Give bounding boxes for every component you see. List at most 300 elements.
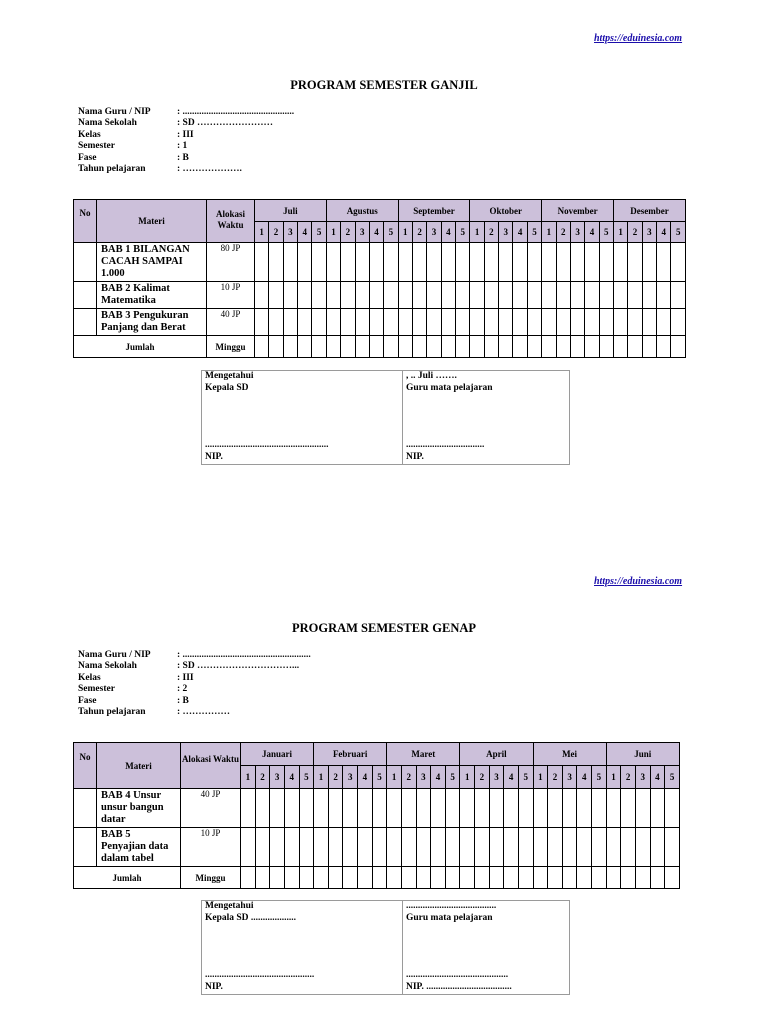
week-cell	[355, 243, 369, 282]
week-cell	[556, 282, 570, 309]
week-cell	[513, 243, 527, 282]
week-number: 3	[499, 222, 513, 243]
week-cell	[401, 867, 416, 889]
week-cell	[518, 867, 533, 889]
week-cell	[328, 789, 343, 828]
week-cell	[527, 243, 541, 282]
minggu-label: Minggu	[207, 336, 255, 358]
week-number: 5	[592, 766, 607, 789]
week-cell	[475, 789, 490, 828]
week-cell	[269, 243, 283, 282]
month-header: Desember	[613, 200, 685, 222]
week-number: 3	[427, 222, 441, 243]
week-cell	[621, 867, 636, 889]
cell-no	[74, 282, 97, 309]
week-cell	[533, 789, 548, 828]
week-cell	[570, 243, 584, 282]
week-cell	[642, 243, 656, 282]
week-number: 2	[484, 222, 498, 243]
week-cell	[398, 309, 412, 336]
week-cell	[387, 828, 402, 867]
week-cell	[513, 309, 527, 336]
week-number: 4	[431, 766, 446, 789]
week-cell	[355, 336, 369, 358]
week-cell	[369, 336, 383, 358]
week-cell	[527, 309, 541, 336]
signature-box-genap	[201, 900, 570, 995]
week-number: 2	[621, 766, 636, 789]
month-header: September	[398, 200, 470, 222]
materi-bab-5: BAB 5 Penyajian data dalam tabel	[97, 828, 181, 867]
week-cell	[484, 243, 498, 282]
week-cell	[299, 789, 314, 828]
week-cell	[484, 309, 498, 336]
week-number: 2	[341, 222, 355, 243]
week-cell	[470, 243, 484, 282]
week-cell	[387, 867, 402, 889]
week-number: 2	[628, 222, 642, 243]
week-cell	[548, 789, 563, 828]
week-number: 1	[387, 766, 402, 789]
month-header: Juni	[606, 743, 679, 766]
week-number: 5	[445, 766, 460, 789]
week-cell	[606, 828, 621, 867]
week-cell	[665, 789, 680, 828]
week-number: 1	[470, 222, 484, 243]
week-cell	[470, 309, 484, 336]
week-cell	[585, 336, 599, 358]
week-number: 3	[489, 766, 504, 789]
week-cell	[642, 309, 656, 336]
week-cell	[475, 867, 490, 889]
signature-kepala-sekolah: Mengetahui Kepala SD .................................................... NIP.	[205, 371, 329, 462]
week-cell	[456, 243, 470, 282]
page-title-genap: PROGRAM SEMESTER GENAP	[291, 621, 477, 635]
week-cell	[650, 867, 665, 889]
week-cell	[445, 828, 460, 867]
week-cell	[556, 336, 570, 358]
week-cell	[489, 789, 504, 828]
week-number: 2	[412, 222, 426, 243]
waktu-bab-3: 40 JP	[207, 309, 255, 336]
week-cell	[284, 828, 299, 867]
source-link[interactable]: https://eduinesia.com	[594, 33, 683, 44]
week-number: 1	[241, 766, 256, 789]
week-cell	[255, 282, 269, 309]
week-cell	[283, 282, 297, 309]
week-cell	[384, 282, 398, 309]
week-number: 3	[416, 766, 431, 789]
week-number: 3	[270, 766, 285, 789]
week-cell	[298, 336, 312, 358]
week-cell	[298, 243, 312, 282]
week-cell	[499, 336, 513, 358]
week-cell	[372, 828, 387, 867]
week-cell	[635, 867, 650, 889]
week-cell	[445, 867, 460, 889]
jumlah-label: Jumlah	[74, 867, 181, 889]
week-cell	[527, 336, 541, 358]
week-cell	[255, 867, 270, 889]
week-cell	[255, 828, 270, 867]
week-cell	[270, 867, 285, 889]
week-cell	[384, 336, 398, 358]
week-cell	[599, 309, 613, 336]
materi-bab-1: BAB 1 BILANGAN CACAH SAMPAI 1.000	[97, 243, 207, 282]
week-cell	[657, 309, 671, 336]
week-number: 3	[562, 766, 577, 789]
week-cell	[255, 243, 269, 282]
week-cell	[269, 282, 283, 309]
month-header: Maret	[387, 743, 460, 766]
week-cell	[542, 243, 556, 282]
week-cell	[312, 336, 326, 358]
week-number: 4	[298, 222, 312, 243]
week-number: 4	[585, 222, 599, 243]
week-cell	[326, 309, 340, 336]
week-cell	[470, 282, 484, 309]
week-cell	[577, 867, 592, 889]
week-number: 5	[299, 766, 314, 789]
week-cell	[284, 789, 299, 828]
week-cell	[533, 867, 548, 889]
week-cell	[416, 789, 431, 828]
week-cell	[484, 282, 498, 309]
week-cell	[343, 789, 358, 828]
week-cell	[518, 789, 533, 828]
month-header: Februari	[314, 743, 387, 766]
week-number: 3	[355, 222, 369, 243]
week-cell	[412, 309, 426, 336]
week-cell	[314, 828, 329, 867]
week-cell	[255, 336, 269, 358]
header-alokasi-waktu: Alokasi Waktu	[207, 200, 255, 243]
materi-bab-4: BAB 4 Unsur unsur bangun datar	[97, 789, 181, 828]
week-cell	[470, 336, 484, 358]
week-number: 5	[384, 222, 398, 243]
week-cell	[384, 243, 398, 282]
week-number: 4	[650, 766, 665, 789]
header-no: No	[74, 743, 97, 789]
materi-bab-2: BAB 2 Kalimat Matematika	[97, 282, 207, 309]
waktu-bab-1: 80 JP	[207, 243, 255, 282]
month-header: November	[542, 200, 614, 222]
week-number: 1	[398, 222, 412, 243]
week-cell	[441, 282, 455, 309]
week-cell	[445, 789, 460, 828]
week-number: 3	[635, 766, 650, 789]
week-number: 5	[665, 766, 680, 789]
week-number: 3	[642, 222, 656, 243]
week-cell	[504, 828, 519, 867]
week-cell	[665, 867, 680, 889]
week-cell	[577, 828, 592, 867]
week-number: 1	[533, 766, 548, 789]
week-cell	[592, 828, 607, 867]
info-row-semester: Semester : 1	[78, 141, 188, 152]
week-number: 4	[369, 222, 383, 243]
week-cell	[599, 282, 613, 309]
week-cell	[355, 282, 369, 309]
week-cell	[570, 309, 584, 336]
header-materi: Materi	[97, 743, 181, 789]
week-cell	[299, 867, 314, 889]
week-cell	[372, 789, 387, 828]
week-cell	[398, 282, 412, 309]
week-cell	[460, 789, 475, 828]
info-block-genap	[78, 650, 311, 718]
week-cell	[657, 282, 671, 309]
header-no: No	[74, 200, 97, 243]
cell-no	[74, 309, 97, 336]
week-cell	[671, 336, 686, 358]
week-cell	[456, 309, 470, 336]
week-cell	[298, 282, 312, 309]
week-number: 3	[283, 222, 297, 243]
week-number: 1	[460, 766, 475, 789]
week-cell	[255, 309, 269, 336]
week-cell	[570, 336, 584, 358]
page-title-ganjil: PROGRAM SEMESTER GANJIL	[290, 78, 478, 92]
week-cell	[387, 789, 402, 828]
week-cell	[628, 309, 642, 336]
week-cell	[613, 309, 627, 336]
week-cell	[312, 243, 326, 282]
week-number: 3	[570, 222, 584, 243]
week-cell	[355, 309, 369, 336]
week-cell	[283, 309, 297, 336]
week-cell	[412, 282, 426, 309]
week-cell	[484, 336, 498, 358]
week-cell	[556, 309, 570, 336]
week-cell	[358, 867, 373, 889]
week-cell	[441, 336, 455, 358]
waktu-bab-4: 40 JP	[181, 789, 241, 828]
cell-no	[74, 828, 97, 867]
week-cell	[475, 828, 490, 867]
week-cell	[270, 828, 285, 867]
header-materi: Materi	[97, 200, 207, 243]
week-cell	[328, 867, 343, 889]
info-row-nama-guru: Nama Guru / NIP : ......................................................	[78, 650, 311, 660]
week-cell	[599, 336, 613, 358]
week-cell	[613, 282, 627, 309]
week-number: 3	[343, 766, 358, 789]
week-cell	[606, 789, 621, 828]
week-cell	[642, 336, 656, 358]
week-cell	[548, 828, 563, 867]
info-row-kelas: Kelas : III	[78, 672, 194, 683]
week-cell	[518, 828, 533, 867]
week-cell	[533, 828, 548, 867]
week-number: 5	[372, 766, 387, 789]
materi-bab-3: BAB 3 Pengukuran Panjang dan Berat	[97, 309, 207, 336]
week-cell	[456, 282, 470, 309]
week-cell	[398, 336, 412, 358]
week-cell	[369, 243, 383, 282]
week-cell	[431, 828, 446, 867]
week-cell	[284, 867, 299, 889]
week-cell	[504, 867, 519, 889]
week-cell	[343, 867, 358, 889]
week-cell	[585, 243, 599, 282]
week-cell	[369, 309, 383, 336]
week-cell	[341, 336, 355, 358]
month-header: Agustus	[326, 200, 398, 222]
week-cell	[299, 828, 314, 867]
week-cell	[270, 789, 285, 828]
signature-guru: , .. Juli ……. Guru mata pelajaran ................................. NIP.	[402, 371, 569, 464]
week-number: 2	[255, 766, 270, 789]
month-header: Oktober	[470, 200, 542, 222]
week-cell	[527, 282, 541, 309]
week-number: 2	[556, 222, 570, 243]
week-cell	[326, 282, 340, 309]
info-row-nama-guru: Nama Guru / NIP : ...............................................	[78, 107, 295, 117]
week-cell	[592, 789, 607, 828]
week-number: 4	[657, 222, 671, 243]
waktu-bab-5: 10 JP	[181, 828, 241, 867]
week-cell	[665, 828, 680, 867]
week-cell	[412, 336, 426, 358]
week-number: 2	[328, 766, 343, 789]
week-number: 5	[527, 222, 541, 243]
week-cell	[427, 243, 441, 282]
week-number: 1	[255, 222, 269, 243]
week-number: 2	[401, 766, 416, 789]
week-number: 2	[548, 766, 563, 789]
week-cell	[401, 828, 416, 867]
week-cell	[657, 336, 671, 358]
program-table-ganjil	[73, 199, 686, 358]
week-number: 5	[456, 222, 470, 243]
info-row-kelas: Kelas : III	[78, 129, 194, 140]
week-cell	[427, 336, 441, 358]
source-link[interactable]: https://eduinesia.com	[594, 576, 683, 587]
week-cell	[599, 243, 613, 282]
week-cell	[635, 789, 650, 828]
week-cell	[513, 282, 527, 309]
week-cell	[369, 282, 383, 309]
week-cell	[592, 867, 607, 889]
week-cell	[460, 867, 475, 889]
week-cell	[298, 309, 312, 336]
week-number: 5	[312, 222, 326, 243]
signature-guru: ...................................... Guru mata pelajaran ........................................... NIP. ....................................	[402, 901, 569, 994]
week-cell	[269, 309, 283, 336]
week-cell	[314, 789, 329, 828]
cell-no	[74, 789, 97, 828]
week-cell	[398, 243, 412, 282]
week-cell	[241, 867, 256, 889]
week-number: 1	[613, 222, 627, 243]
week-cell	[341, 243, 355, 282]
week-cell	[326, 336, 340, 358]
week-cell	[628, 336, 642, 358]
week-cell	[562, 828, 577, 867]
info-row-fase: Fase : B	[78, 152, 189, 163]
jumlah-label: Jumlah	[74, 336, 207, 358]
month-header: April	[460, 743, 533, 766]
signature-kepala-sekolah: Mengetahui Kepala SD ................... .............................................. NIP.	[205, 901, 315, 992]
week-cell	[241, 828, 256, 867]
program-table-genap	[73, 742, 680, 889]
signature-box-ganjil	[201, 370, 570, 465]
week-cell	[671, 282, 686, 309]
week-cell	[613, 336, 627, 358]
week-cell	[416, 867, 431, 889]
week-cell	[401, 789, 416, 828]
week-cell	[542, 282, 556, 309]
week-cell	[441, 309, 455, 336]
week-cell	[671, 243, 686, 282]
week-cell	[312, 309, 326, 336]
week-cell	[314, 867, 329, 889]
week-cell	[431, 789, 446, 828]
week-cell	[489, 828, 504, 867]
cell-no	[74, 243, 97, 282]
week-cell	[628, 282, 642, 309]
week-cell	[358, 828, 373, 867]
week-cell	[372, 867, 387, 889]
week-cell	[657, 243, 671, 282]
week-number: 4	[358, 766, 373, 789]
month-header: Juli	[255, 200, 327, 222]
week-cell	[489, 867, 504, 889]
week-cell	[642, 282, 656, 309]
week-number: 2	[269, 222, 283, 243]
info-row-nama-sekolah: Nama Sekolah : SD ……………………	[78, 118, 274, 129]
week-cell	[650, 828, 665, 867]
week-cell	[499, 282, 513, 309]
week-cell	[621, 828, 636, 867]
week-cell	[358, 789, 373, 828]
week-cell	[460, 828, 475, 867]
week-number: 4	[441, 222, 455, 243]
week-cell	[499, 243, 513, 282]
week-cell	[456, 336, 470, 358]
week-cell	[548, 867, 563, 889]
week-cell	[570, 282, 584, 309]
week-cell	[585, 309, 599, 336]
week-cell	[431, 867, 446, 889]
week-cell	[635, 828, 650, 867]
info-row-tahun: Tahun pelajaran : ……………	[78, 707, 231, 718]
week-cell	[343, 828, 358, 867]
week-number: 1	[314, 766, 329, 789]
week-number: 1	[542, 222, 556, 243]
week-cell	[513, 336, 527, 358]
week-cell	[621, 789, 636, 828]
week-cell	[416, 828, 431, 867]
week-cell	[283, 336, 297, 358]
week-number: 4	[513, 222, 527, 243]
week-cell	[585, 282, 599, 309]
week-cell	[427, 282, 441, 309]
waktu-bab-2: 10 JP	[207, 282, 255, 309]
header-alokasi-waktu: Alokasi Waktu	[181, 743, 241, 789]
week-cell	[384, 309, 398, 336]
week-number: 2	[475, 766, 490, 789]
week-cell	[328, 828, 343, 867]
week-number: 4	[577, 766, 592, 789]
week-cell	[412, 243, 426, 282]
week-cell	[341, 282, 355, 309]
week-cell	[562, 789, 577, 828]
minggu-label: Minggu	[181, 867, 241, 889]
week-cell	[255, 789, 270, 828]
week-cell	[504, 789, 519, 828]
